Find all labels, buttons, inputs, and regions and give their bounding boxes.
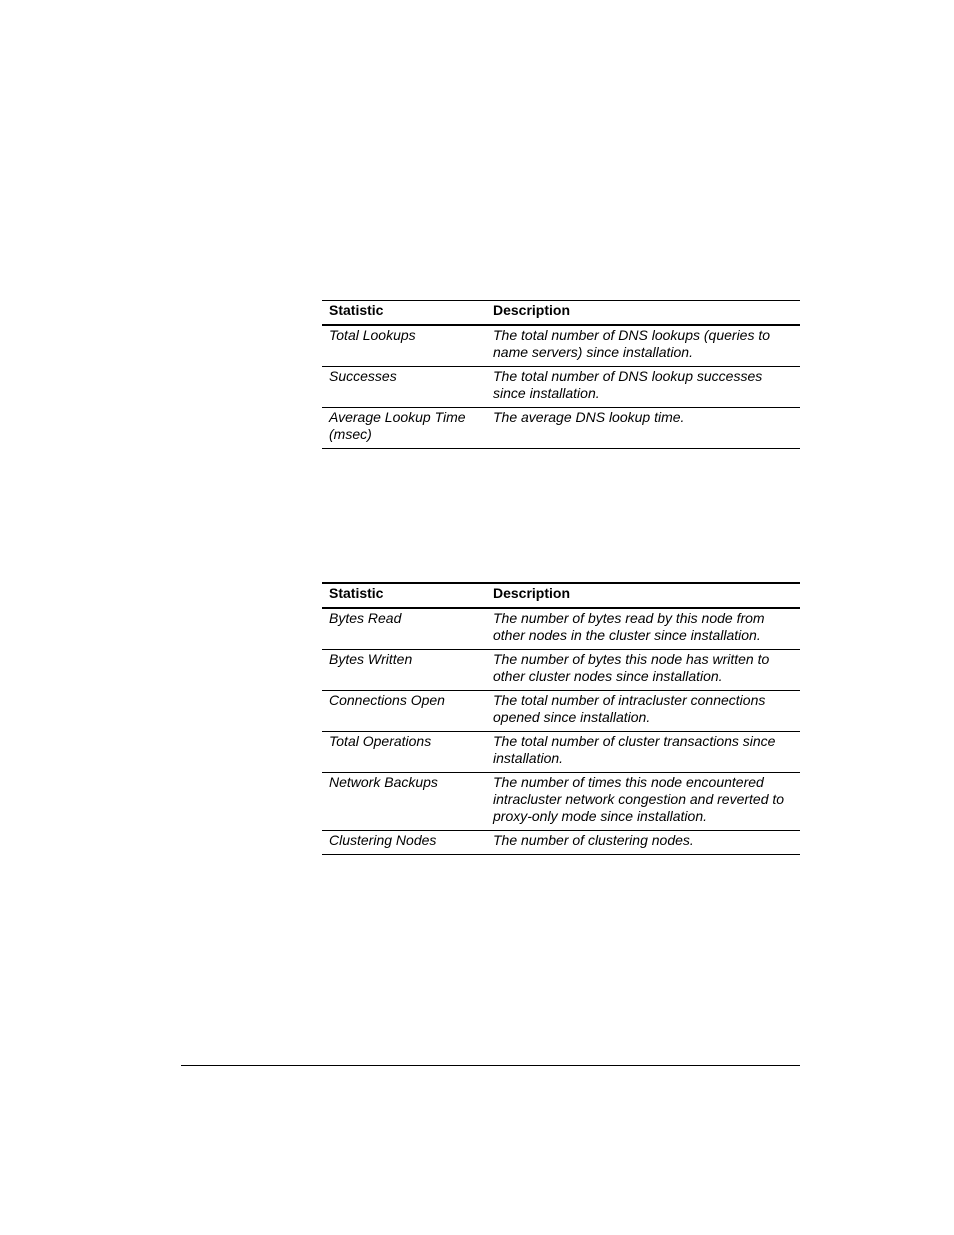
- column-header-description: Description: [486, 301, 800, 326]
- statistic-description: The total number of cluster transactions since installation.: [486, 732, 800, 773]
- statistic-name: Bytes Written: [322, 650, 486, 691]
- table-row: [322, 773, 800, 831]
- statistic-name: Total Operations: [322, 732, 486, 773]
- table-row: [322, 732, 800, 773]
- column-header-statistic: Statistic: [322, 583, 486, 608]
- footer-divider: [181, 1065, 800, 1066]
- dns-statistics-table: [322, 300, 800, 449]
- table-header-row: [322, 301, 800, 326]
- table-row: [322, 650, 800, 691]
- statistic-name: Successes: [322, 367, 486, 408]
- statistic-description: The average DNS lookup time.: [486, 408, 800, 449]
- statistic-description: The number of times this node encountered intracluster network congestion and reverted to proxy-only mode since installation.: [486, 773, 800, 831]
- table-row: [322, 325, 800, 367]
- table-row: [322, 367, 800, 408]
- statistic-name: Bytes Read: [322, 608, 486, 650]
- statistic-description: The number of clustering nodes.: [486, 831, 800, 855]
- table-header-row: [322, 583, 800, 608]
- statistic-name: Total Lookups: [322, 325, 486, 367]
- statistic-name: Average Lookup Time (msec): [322, 408, 486, 449]
- table-row: [322, 408, 800, 449]
- column-header-statistic: Statistic: [322, 301, 486, 326]
- table-row: [322, 691, 800, 732]
- statistic-name: Network Backups: [322, 773, 486, 831]
- statistic-description: The number of bytes read by this node from other nodes in the cluster since installation.: [486, 608, 800, 650]
- statistic-description: The total number of intracluster connections opened since installation.: [486, 691, 800, 732]
- column-header-description: Description: [486, 583, 800, 608]
- statistic-name: Connections Open: [322, 691, 486, 732]
- statistic-description: The total number of DNS lookup successes since installation.: [486, 367, 800, 408]
- statistic-name: Clustering Nodes: [322, 831, 486, 855]
- statistic-description: The total number of DNS lookups (queries to name servers) since installation.: [486, 325, 800, 367]
- statistic-description: The number of bytes this node has written to other cluster nodes since installation.: [486, 650, 800, 691]
- table-row: [322, 608, 800, 650]
- table-row: [322, 831, 800, 855]
- cluster-statistics-table: [322, 582, 800, 855]
